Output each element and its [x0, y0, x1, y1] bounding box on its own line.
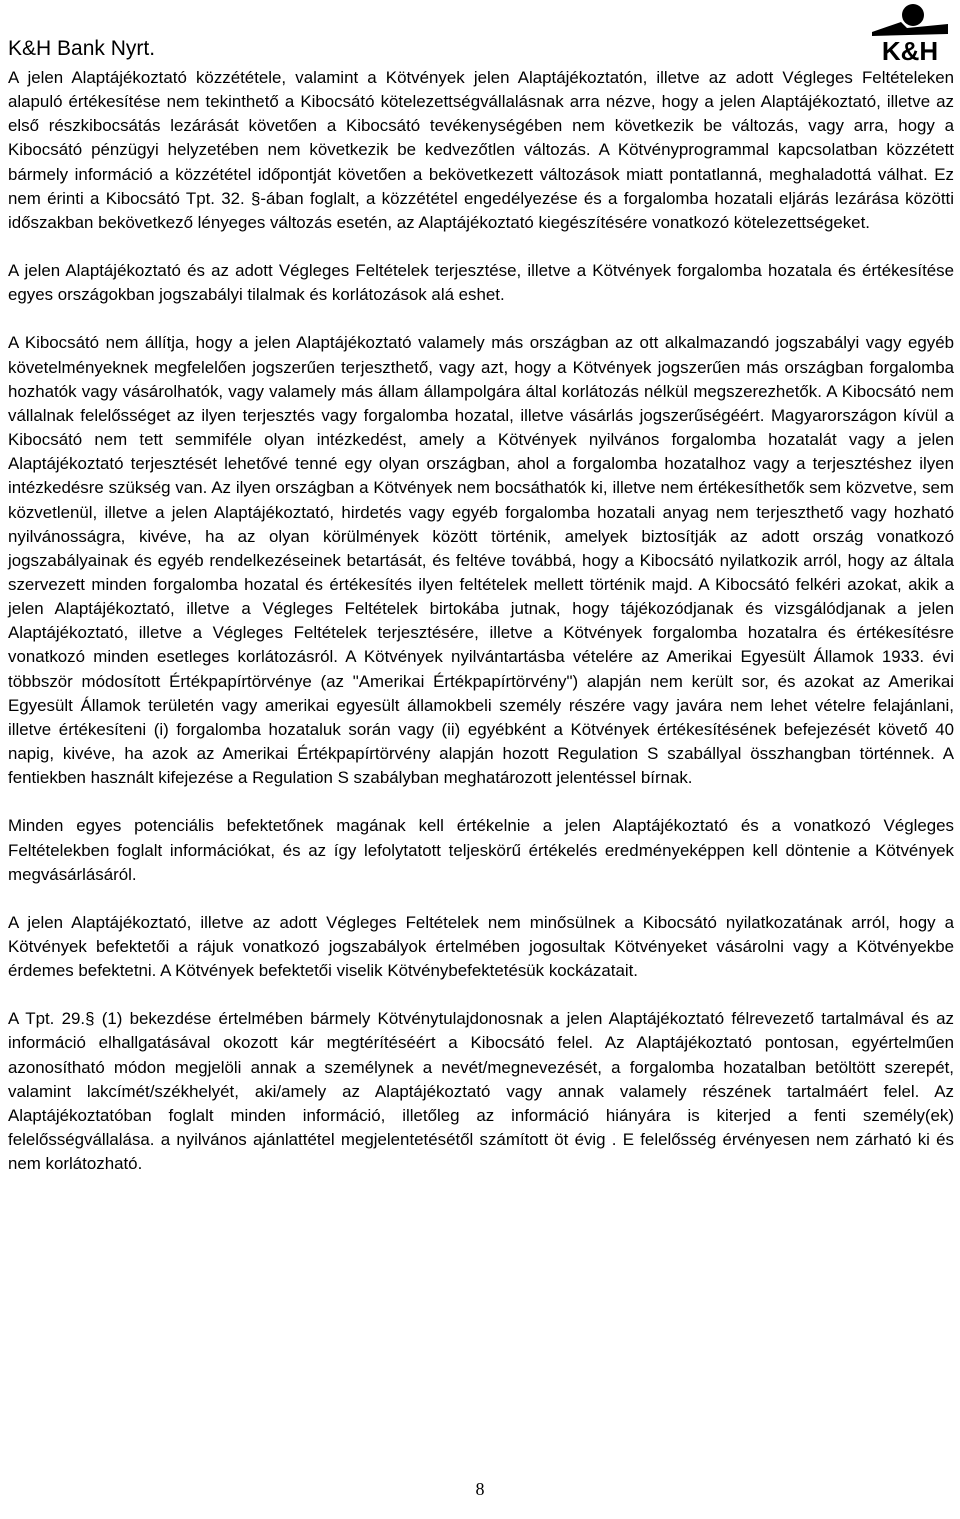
page-header — [0, 0, 960, 68]
logo-text: K&H — [881, 36, 939, 64]
kh-logo-icon — [871, 2, 949, 64]
paragraph: A Kibocsátó nem állítja, hogy a jelen Alaptájékoztató valamely más országban az ott alkalmazandó jogszabályi vagy egyéb követelményeknek megfelelően jogszerűen terjeszthető, vagy azt, hogy a Kötvények jogszerűen más országban forgalomba hozhatók vagy vásárolhatók, vagy valamely más állam állampolgára által korlátozás nélkül megszerezhetők. A Kibocsátó nem vállalnak felelősséget az ilyen terjesztés vagy forgalomba hozatal, illetve vásárlás jogszerűségéért. Magyarországon kívül a Kibocsátó nem tett semmiféle olyan intézkedést, amely a Kötvények nyilvános forgalomba hozatalát vagy a jelen Alaptájékoztató terjesztését lehetővé tenné egy olyan országban, ahol a forgalomba hozatalhoz vagy a terjesztéshez ilyen intézkedésre szükség van. Az ilyen országban a Kötvények nem bocsáthatók ki, illetve nem értékesíthetők sem közvetve, sem közvetlenül, illetve a jelen Alaptájékoztató, hirdetés vagy egyéb forgalomba hozatali anyag nem terjeszthető vagy hozható nyilvánosságra, kivéve, ha az olyan körülmények között történik, amelyek biztosítják az adott ország vonatkozó jogszabályainak és egyéb rendelkezéseinek betartását, és feltéve továbbá, hogy a Kibocsátó nyilatkozik arról, hogy az általa szervezett minden forgalomba hozatal és értékesítés ilyen feltételek mellett történik majd. A Kibocsátó felkéri azokat, akik a jelen Alaptájékoztató, illetve a Végleges Feltételek birtokába jutnak, hogy tájékozódjanak és vizsgálódjanak a jelen Alaptájékoztató, illetve a Végleges Feltételek terjesztésére, illetve a Kötvények forgalomba hozatalra és értékesítésre vonatkozó minden esetleges korlátozásról. A Kötvények nyilvántartásba vételére az Amerikai Egyesült Államok 1933. évi többször módosított Értékpapírtörvénye (az "Amerikai Értékpapírtörvény") alapján nem került sor, és azokat az Amerikai Egyesült Államok területén vagy amerikai egyesült államokbeli személy részére vagy javára nem lehet vételre felajánlani, illetve értékesíteni (i) forgalomba hozataluk során vagy (ii) egyébként a Kötvények értékesítésének befejezését követő 40 napig, kivéve, ha azok az Amerikai Értékpapírtörvény alapján hozott Regulation S szabállyal összhangban történnek. A fentiekben használt kifejezése a Regulation S szabályban meghatározott jelentéssel bírnak. — [8, 333, 954, 788]
page-number: 8 — [475, 1479, 485, 1499]
document-body — [8, 66, 954, 1200]
paragraph: Minden egyes potenciális befektetőnek magának kell értékelnie a jelen Alaptájékoztató és a vonatkozó Végleges Feltételekben foglalt információkat, és az így lefolytatott teljeskörű értékelés eredményeképpen kell döntenie a Kötvények megvásárlásáról. — [8, 816, 954, 884]
paragraph: A jelen Alaptájékoztató és az adott Végleges Feltételek terjesztése, illetve a Kötvények forgalomba hozatala és értékesítése egyes országokban jogszabályi tilalmak és korlátozások alá eshet. — [8, 261, 954, 305]
paragraph: A jelen Alaptájékoztató, illetve az adott Végleges Feltételek nem minősülnek a Kibocsátó nyilatkozatának arról, hogy a Kötvények befektetői a rájuk vonatkozó jogszabályok értelmében jogosultak Kötvényeket vásárolni vagy a Kötvényekbe érdemes befektetni. A Kötvények befektetői viselik Kötvénybefektetésük kockázatait. — [8, 912, 954, 981]
paragraph: A jelen Alaptájékoztató közzététele, valamint a Kötvények jelen Alaptájékoztatón, illetve az adott Végleges Feltételeken alapuló értékesítése nem tekinthető a Kibocsátó kötelezettségvállalásnak arra nézve, hogy a jelen Alaptájékoztató, illetve az első részkibocsátás lezárását követően a Kibocsátó tevékenységében nem következik be változás, vagy arra, hogy a Kibocsátó pénzügyi helyzetében nem következik be kedvezőtlen változás. A Kötvényprogrammal kapcsolatban közzétett bármely információ a közzététel időpontját követően a bekövetkezett változások miatt pontatlanná, meghaladottá válhat. Ez nem érinti a Kibocsátó Tpt. 32. §-ában foglalt, a közzététel engedélyezése és a forgalomba hozatali eljárás lezárása közötti időszakban bekövetkező lényeges változás esetén, az Alaptájékoztató kiegészítésére vonatkozó kötelezettségeket. — [8, 68, 954, 232]
company-name: K&H Bank Nyrt. — [8, 37, 156, 60]
paragraph: A Tpt. 29.§ (1) bekezdése értelmében bármely Kötvénytulajdonosnak a jelen Alaptájékoztató félrevezető tartalmával és az információ elhallgatásával okozott kár megtérítéséért a Kibocsátó felel. Az Alaptájékoztató pontosan, egyértelműen azonosítható módon megjelöli annak a személynek a nevét/megnevezését, a forgalomba hozatalban betöltött szerepét, valamint lakcímét/székhelyét, aki/amely az Alaptájékoztató vagy annak valamely részének tartalmáért felel. Az Alaptájékoztatóban foglalt minden információ, illetőleg az információ hiányára is kiterjed a fenti személy(ek) felelősségvállalása. a nyilvános ajánlattétel megjelentetésétől számított öt évig . E felelősség érvényesen nem zárható ki és nem korlátozható. — [8, 1009, 954, 1174]
